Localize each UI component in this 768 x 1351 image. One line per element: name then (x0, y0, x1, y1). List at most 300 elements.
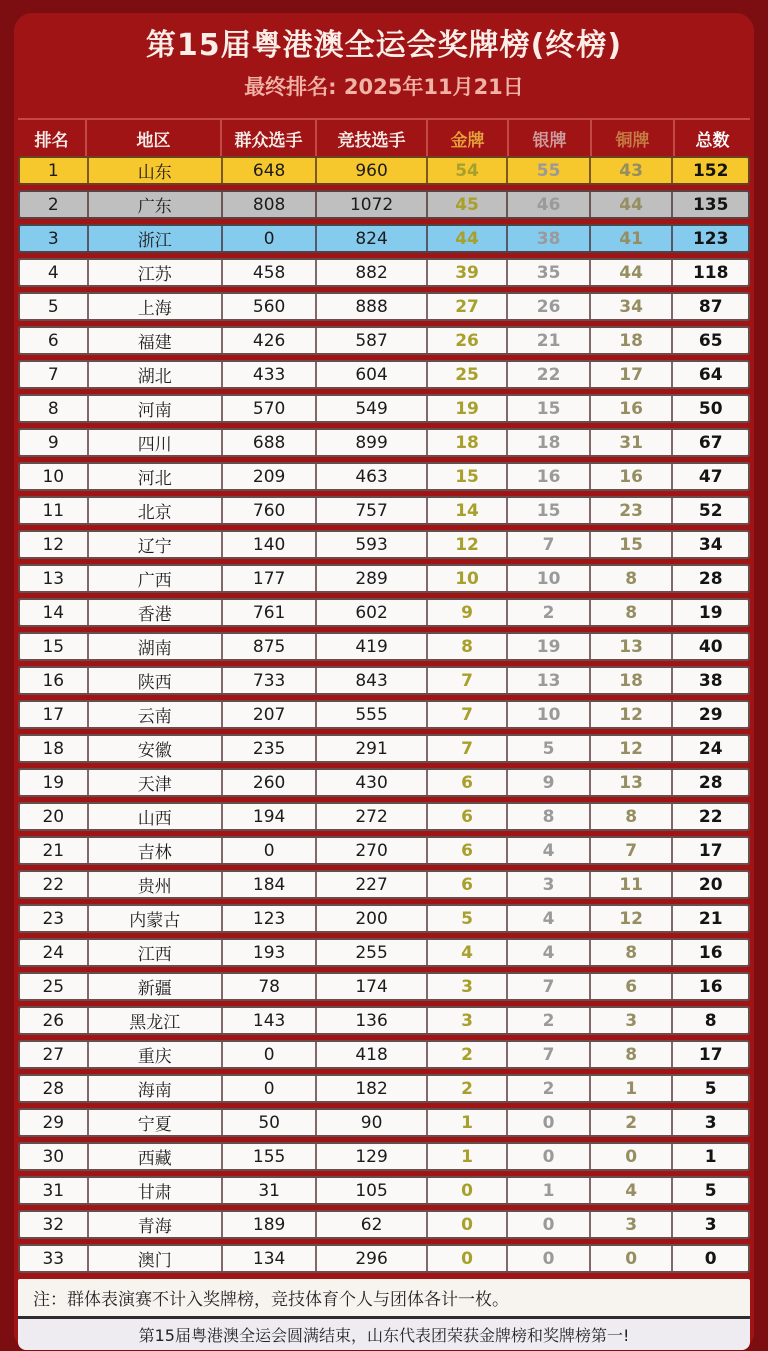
bronze-cell: 11 (589, 872, 672, 897)
table-row (18, 1108, 750, 1137)
table-row (18, 836, 750, 865)
total-cell: 17 (671, 1042, 748, 1067)
rank-cell: 14 (42, 602, 65, 623)
rank-cell: 23 (42, 908, 65, 929)
gold-cell: 18 (426, 430, 507, 455)
total-cell: 21 (671, 906, 748, 931)
gold-cell: 19 (426, 396, 507, 421)
silver-cell: 2 (506, 600, 589, 625)
table-row (18, 1176, 750, 1205)
rank-cell: 13 (42, 568, 65, 589)
table-row (18, 1142, 750, 1171)
table-row (18, 734, 750, 763)
bronze-cell: 12 (589, 702, 672, 727)
header-region: 地区 (85, 120, 220, 156)
table-row (18, 360, 750, 389)
table-row (18, 224, 750, 253)
silver-cell: 4 (506, 940, 589, 965)
silver-cell: 1 (506, 1178, 589, 1203)
rank-cell: 11 (42, 500, 65, 521)
region-cell: 山东 (87, 158, 221, 183)
table-row (18, 632, 750, 661)
gold-cell: 6 (426, 872, 507, 897)
mass-athletes-cell: 140 (221, 532, 315, 557)
region-cell: 甘肃 (87, 1178, 221, 1203)
gold-cell: 9 (426, 600, 507, 625)
silver-cell: 15 (506, 498, 589, 523)
gold-cell: 7 (426, 702, 507, 727)
mass-athletes-cell: 50 (221, 1110, 315, 1135)
gold-cell: 6 (426, 804, 507, 829)
rank-cell: 17 (42, 704, 65, 725)
bronze-cell: 44 (589, 260, 672, 285)
rank-cell: 18 (42, 738, 65, 759)
competitive-athletes-cell: 824 (315, 226, 425, 251)
header-competitive-athletes: 竞技选手 (315, 120, 426, 156)
silver-cell: 4 (506, 906, 589, 931)
region-cell: 四川 (87, 430, 221, 455)
total-cell: 3 (671, 1110, 748, 1135)
silver-cell: 7 (506, 1042, 589, 1067)
header-bronze: 铜牌 (590, 120, 673, 156)
mass-athletes-cell: 189 (221, 1212, 315, 1237)
total-cell: 38 (671, 668, 748, 693)
total-cell: 19 (671, 600, 748, 625)
region-cell: 青海 (87, 1212, 221, 1237)
bronze-cell: 41 (589, 226, 672, 251)
bronze-cell: 13 (589, 770, 672, 795)
table-row (18, 1244, 750, 1273)
region-cell: 内蒙古 (87, 906, 221, 931)
competitive-athletes-cell: 602 (315, 600, 425, 625)
mass-athletes-cell: 761 (221, 600, 315, 625)
competitive-athletes-cell: 555 (315, 702, 425, 727)
total-cell: 20 (671, 872, 748, 897)
competitive-athletes-cell: 418 (315, 1042, 425, 1067)
mass-athletes-cell: 0 (221, 1042, 315, 1067)
note-bar (18, 1279, 750, 1316)
mass-athletes-cell: 184 (221, 872, 315, 897)
silver-cell: 5 (506, 736, 589, 761)
silver-cell: 0 (506, 1110, 589, 1135)
region-cell: 宁夏 (87, 1110, 221, 1135)
total-cell: 87 (671, 294, 748, 319)
competitive-athletes-cell: 136 (315, 1008, 425, 1033)
silver-cell: 21 (506, 328, 589, 353)
silver-cell: 38 (506, 226, 589, 251)
bronze-cell: 13 (589, 634, 672, 659)
rank-cell: 10 (42, 466, 65, 487)
total-cell: 8 (671, 1008, 748, 1033)
table-row (18, 598, 750, 627)
silver-cell: 10 (506, 702, 589, 727)
region-cell: 安徽 (87, 736, 221, 761)
mass-athletes-cell: 433 (221, 362, 315, 387)
total-cell: 16 (671, 940, 748, 965)
rank-cell: 19 (42, 772, 65, 793)
total-cell: 16 (671, 974, 748, 999)
mass-athletes-cell: 648 (221, 158, 315, 183)
total-cell: 40 (671, 634, 748, 659)
bronze-cell: 16 (589, 464, 672, 489)
mass-athletes-cell: 808 (221, 192, 315, 217)
gold-cell: 45 (426, 192, 507, 217)
total-cell: 5 (671, 1178, 748, 1203)
table-row (18, 258, 750, 287)
region-cell: 辽宁 (87, 532, 221, 557)
bronze-cell: 1 (589, 1076, 672, 1101)
competitive-athletes-cell: 182 (315, 1076, 425, 1101)
table-row (18, 156, 750, 185)
gold-cell: 5 (426, 906, 507, 931)
header-silver: 银牌 (507, 120, 590, 156)
table-row (18, 938, 750, 967)
bronze-cell: 0 (589, 1144, 672, 1169)
total-cell: 28 (671, 770, 748, 795)
gold-cell: 1 (426, 1110, 507, 1135)
mass-athletes-cell: 260 (221, 770, 315, 795)
competitive-athletes-cell: 291 (315, 736, 425, 761)
rank-cell: 5 (47, 296, 59, 317)
gold-cell: 14 (426, 498, 507, 523)
competitive-athletes-cell: 888 (315, 294, 425, 319)
mass-athletes-cell: 123 (221, 906, 315, 931)
rank-cell: 26 (42, 1010, 65, 1031)
silver-cell: 10 (506, 566, 589, 591)
silver-cell: 16 (506, 464, 589, 489)
mass-athletes-cell: 177 (221, 566, 315, 591)
total-cell: 22 (671, 804, 748, 829)
total-cell: 34 (671, 532, 748, 557)
mass-athletes-cell: 31 (221, 1178, 315, 1203)
competitive-athletes-cell: 90 (315, 1110, 425, 1135)
region-cell: 贵州 (87, 872, 221, 897)
gold-cell: 39 (426, 260, 507, 285)
gold-cell: 26 (426, 328, 507, 353)
silver-cell: 0 (506, 1212, 589, 1237)
rank-cell: 21 (42, 840, 65, 861)
gold-cell: 25 (426, 362, 507, 387)
silver-cell: 2 (506, 1076, 589, 1101)
mass-athletes-cell: 235 (221, 736, 315, 761)
total-cell: 3 (671, 1212, 748, 1237)
silver-cell: 4 (506, 838, 589, 863)
silver-cell: 13 (506, 668, 589, 693)
region-cell: 江苏 (87, 260, 221, 285)
rank-cell: 6 (47, 330, 59, 351)
region-cell: 新疆 (87, 974, 221, 999)
rank-cell: 3 (47, 228, 59, 249)
gold-cell: 4 (426, 940, 507, 965)
medal-board-card (14, 13, 754, 1346)
table-row (18, 972, 750, 1001)
footer-text: 第15届粤港澳全运会圆满结束，山东代表团荣获金牌榜和奖牌榜第一! (138, 1326, 630, 1345)
bronze-cell: 0 (589, 1246, 672, 1271)
region-cell: 云南 (87, 702, 221, 727)
total-cell: 50 (671, 396, 748, 421)
silver-cell: 0 (506, 1246, 589, 1271)
table-row (18, 1006, 750, 1035)
total-cell: 135 (671, 192, 748, 217)
rank-cell: 31 (42, 1180, 65, 1201)
gold-cell: 0 (426, 1246, 507, 1271)
bronze-cell: 2 (589, 1110, 672, 1135)
mass-athletes-cell: 209 (221, 464, 315, 489)
competitive-athletes-cell: 200 (315, 906, 425, 931)
silver-cell: 7 (506, 974, 589, 999)
region-cell: 河北 (87, 464, 221, 489)
gold-cell: 3 (426, 1008, 507, 1033)
total-cell: 52 (671, 498, 748, 523)
bronze-cell: 44 (589, 192, 672, 217)
competitive-athletes-cell: 549 (315, 396, 425, 421)
mass-athletes-cell: 143 (221, 1008, 315, 1033)
bronze-cell: 12 (589, 906, 672, 931)
silver-cell: 15 (506, 396, 589, 421)
gold-cell: 1 (426, 1144, 507, 1169)
rank-cell: 16 (42, 670, 65, 691)
rank-cell: 1 (47, 160, 59, 181)
region-cell: 广西 (87, 566, 221, 591)
silver-cell: 55 (506, 158, 589, 183)
competitive-athletes-cell: 899 (315, 430, 425, 455)
rank-cell: 33 (42, 1248, 65, 1269)
rank-cell: 8 (47, 398, 59, 419)
region-cell: 北京 (87, 498, 221, 523)
gold-cell: 0 (426, 1178, 507, 1203)
table-row (18, 564, 750, 593)
bronze-cell: 8 (589, 940, 672, 965)
total-cell: 24 (671, 736, 748, 761)
rank-cell: 12 (42, 534, 65, 555)
total-cell: 28 (671, 566, 748, 591)
bronze-cell: 6 (589, 974, 672, 999)
bronze-cell: 8 (589, 600, 672, 625)
silver-cell: 22 (506, 362, 589, 387)
rank-cell: 4 (47, 262, 59, 283)
table-row (18, 292, 750, 321)
competitive-athletes-cell: 174 (315, 974, 425, 999)
rank-cell: 25 (42, 976, 65, 997)
bronze-cell: 18 (589, 328, 672, 353)
bronze-cell: 8 (589, 804, 672, 829)
bronze-cell: 15 (589, 532, 672, 557)
gold-cell: 27 (426, 294, 507, 319)
rank-cell: 2 (47, 194, 59, 215)
rank-cell: 24 (42, 942, 65, 963)
mass-athletes-cell: 78 (221, 974, 315, 999)
competitive-athletes-cell: 604 (315, 362, 425, 387)
rank-cell: 29 (42, 1112, 65, 1133)
total-cell: 5 (671, 1076, 748, 1101)
table-row (18, 666, 750, 695)
gold-cell: 8 (426, 634, 507, 659)
total-cell: 47 (671, 464, 748, 489)
table-row (18, 700, 750, 729)
total-cell: 67 (671, 430, 748, 455)
mass-athletes-cell: 560 (221, 294, 315, 319)
table-row (18, 1040, 750, 1069)
bronze-cell: 12 (589, 736, 672, 761)
mass-athletes-cell: 0 (221, 1076, 315, 1101)
table-row (18, 428, 750, 457)
region-cell: 吉林 (87, 838, 221, 863)
region-cell: 澳门 (87, 1246, 221, 1271)
competitive-athletes-cell: 227 (315, 872, 425, 897)
region-cell: 浙江 (87, 226, 221, 251)
competitive-athletes-cell: 463 (315, 464, 425, 489)
silver-cell: 3 (506, 872, 589, 897)
region-cell: 江西 (87, 940, 221, 965)
silver-cell: 19 (506, 634, 589, 659)
bronze-cell: 17 (589, 362, 672, 387)
competitive-athletes-cell: 296 (315, 1246, 425, 1271)
gold-cell: 15 (426, 464, 507, 489)
competitive-athletes-cell: 1072 (315, 192, 425, 217)
mass-athletes-cell: 458 (221, 260, 315, 285)
competitive-athletes-cell: 960 (315, 158, 425, 183)
mass-athletes-cell: 134 (221, 1246, 315, 1271)
total-cell: 65 (671, 328, 748, 353)
table-row (18, 462, 750, 491)
silver-cell: 0 (506, 1144, 589, 1169)
rank-cell: 28 (42, 1078, 65, 1099)
region-cell: 福建 (87, 328, 221, 353)
region-cell: 海南 (87, 1076, 221, 1101)
competitive-athletes-cell: 882 (315, 260, 425, 285)
gold-cell: 2 (426, 1076, 507, 1101)
region-cell: 广东 (87, 192, 221, 217)
mass-athletes-cell: 733 (221, 668, 315, 693)
gold-cell: 2 (426, 1042, 507, 1067)
table-row (18, 496, 750, 525)
region-cell: 河南 (87, 396, 221, 421)
silver-cell: 46 (506, 192, 589, 217)
bronze-cell: 34 (589, 294, 672, 319)
total-cell: 64 (671, 362, 748, 387)
table-header-row (18, 118, 750, 156)
silver-cell: 8 (506, 804, 589, 829)
silver-cell: 18 (506, 430, 589, 455)
gold-cell: 44 (426, 226, 507, 251)
bronze-cell: 3 (589, 1008, 672, 1033)
competitive-athletes-cell: 430 (315, 770, 425, 795)
rank-cell: 20 (42, 806, 65, 827)
region-cell: 湖南 (87, 634, 221, 659)
competitive-athletes-cell: 270 (315, 838, 425, 863)
medal-table (18, 118, 750, 1273)
region-cell: 香港 (87, 600, 221, 625)
bronze-cell: 7 (589, 838, 672, 863)
mass-athletes-cell: 194 (221, 804, 315, 829)
mass-athletes-cell: 0 (221, 226, 315, 251)
bronze-cell: 23 (589, 498, 672, 523)
header-gold: 金牌 (426, 120, 507, 156)
gold-cell: 12 (426, 532, 507, 557)
silver-cell: 7 (506, 532, 589, 557)
total-cell: 0 (671, 1246, 748, 1271)
competitive-athletes-cell: 289 (315, 566, 425, 591)
competitive-athletes-cell: 843 (315, 668, 425, 693)
table-body (18, 156, 750, 1273)
bronze-cell: 8 (589, 1042, 672, 1067)
region-cell: 天津 (87, 770, 221, 795)
competitive-athletes-cell: 129 (315, 1144, 425, 1169)
bronze-cell: 4 (589, 1178, 672, 1203)
rank-cell: 32 (42, 1214, 65, 1235)
bronze-cell: 43 (589, 158, 672, 183)
table-row (18, 394, 750, 423)
mass-athletes-cell: 193 (221, 940, 315, 965)
mass-athletes-cell: 155 (221, 1144, 315, 1169)
region-cell: 陕西 (87, 668, 221, 693)
silver-cell: 26 (506, 294, 589, 319)
note-text: 注：群体表演赛不计入奖牌榜，竞技体育个人与团体各计一枚。 (33, 1290, 509, 1310)
region-cell: 上海 (87, 294, 221, 319)
bronze-cell: 31 (589, 430, 672, 455)
header-total: 总数 (673, 120, 750, 156)
gold-cell: 7 (426, 736, 507, 761)
table-row (18, 1074, 750, 1103)
table-row (18, 802, 750, 831)
gold-cell: 10 (426, 566, 507, 591)
gold-cell: 54 (426, 158, 507, 183)
rank-cell: 22 (42, 874, 65, 895)
total-cell: 29 (671, 702, 748, 727)
bronze-cell: 8 (589, 566, 672, 591)
bronze-cell: 16 (589, 396, 672, 421)
mass-athletes-cell: 0 (221, 838, 315, 863)
silver-cell: 9 (506, 770, 589, 795)
total-cell: 152 (671, 158, 748, 183)
rank-cell: 30 (42, 1146, 65, 1167)
total-cell: 123 (671, 226, 748, 251)
mass-athletes-cell: 426 (221, 328, 315, 353)
competitive-athletes-cell: 255 (315, 940, 425, 965)
table-row (18, 870, 750, 899)
table-row (18, 1210, 750, 1239)
competitive-athletes-cell: 62 (315, 1212, 425, 1237)
header-mass-athletes: 群众选手 (220, 120, 315, 156)
mass-athletes-cell: 760 (221, 498, 315, 523)
footer-bar (18, 1319, 750, 1350)
region-cell: 西藏 (87, 1144, 221, 1169)
competitive-athletes-cell: 105 (315, 1178, 425, 1203)
gold-cell: 6 (426, 838, 507, 863)
mass-athletes-cell: 688 (221, 430, 315, 455)
table-row (18, 326, 750, 355)
table-row (18, 530, 750, 559)
rank-cell: 9 (47, 432, 59, 453)
region-cell: 黑龙江 (87, 1008, 221, 1033)
rank-cell: 15 (42, 636, 65, 657)
total-cell: 17 (671, 838, 748, 863)
competitive-athletes-cell: 757 (315, 498, 425, 523)
total-cell: 1 (671, 1144, 748, 1169)
rank-cell: 7 (47, 364, 59, 385)
final-ranking-date: 最终排名: 2025年11月21日 (244, 75, 524, 99)
header-rank: 排名 (34, 130, 69, 151)
region-cell: 湖北 (87, 362, 221, 387)
gold-cell: 3 (426, 974, 507, 999)
mass-athletes-cell: 875 (221, 634, 315, 659)
silver-cell: 35 (506, 260, 589, 285)
gold-cell: 7 (426, 668, 507, 693)
page-title: 第15届粤港澳全运会奖牌榜(终榜) (145, 28, 623, 63)
total-cell: 118 (671, 260, 748, 285)
table-row (18, 190, 750, 219)
mass-athletes-cell: 207 (221, 702, 315, 727)
